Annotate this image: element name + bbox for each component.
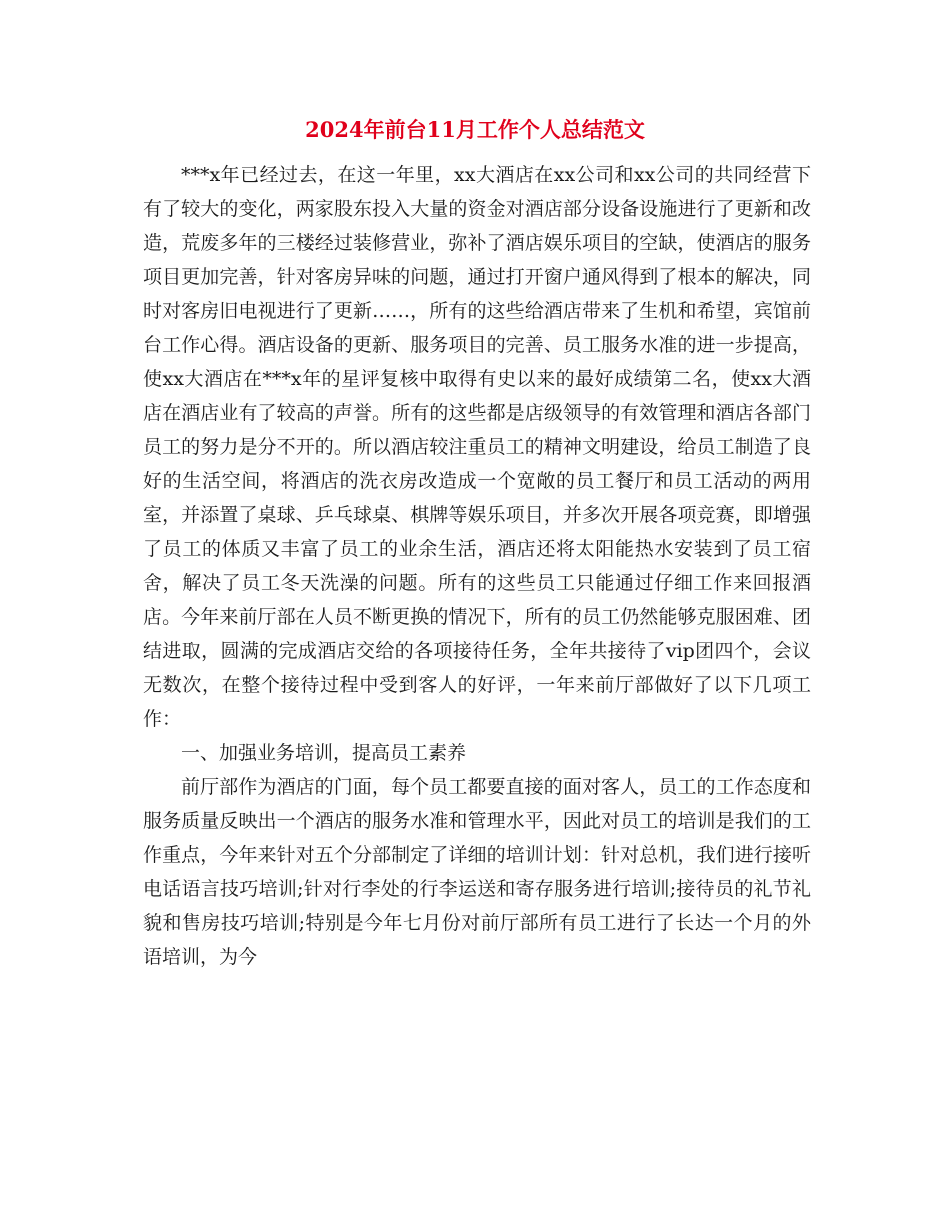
- document-title: 2024年前台11月工作个人总结范文: [305, 117, 645, 142]
- paragraph-intro: ***x年已经过去，在这一年里，xx大酒店在xx公司和xx公司的共同经营下有了较大的变化，两家股东投入大量的资金对酒店部分设备设施进行了更新和改造，荒废多年的三楼经过装修营业，弥补了酒店娱乐项目的空缺，使酒店的服务项目更加完善，针对客房异味的问题，通过打开窗户通风得到了根本的解决，同时对客房旧电视进行了更新……，所有的这些给酒店带来了生机和希望，宾馆前台工作心得。酒店设备的更新、服务项目的完善、员工服务水准的进一步提高，使xx大酒店在***x年的星评复核中取得有史以来的最好成绩第二名，使xx大酒店在酒店业有了较高的声誉。所有的这些都是店级领导的有效管理和酒店各部门员工的努力是分不开的。所以酒店较注重员工的精神文明建设，给员工制造了良好的生活空间，将酒店的洗衣房改造成一个宽敞的员工餐厅和员工活动的两用室，并添置了桌球、乒乓球桌、棋牌等娱乐项目，并多次开展各项竞赛，即增强了员工的体质又丰富了员工的业余生活，酒店还将太阳能热水安装到了员工宿舍，解决了员工冬天洗澡的问题。所有的这些员工只能通过仔细工作来回报酒店。今年来前厅部在人员不断更换的情况下，所有的员工仍然能够克服困难、团结进取，圆满的完成酒店交给的各项接待任务，全年共接待了vip团四个，会议无数次，在整个接待过程中受到客人的好评，一年来前厅部做好了以下几项工作：: [143, 164, 811, 730]
- document-body: [143, 158, 811, 974]
- section-heading-training: 一、加强业务培训，提高员工素养: [181, 742, 467, 764]
- paragraph-training: 前厅部作为酒店的门面，每个员工都要直接的面对客人，员工的工作态度和服务质量反映出一个酒店的服务水准和管理水平，因此对员工的培训是我们的工作重点，今年来针对五个分部制定了详细的培训计划：针对总机，我们进行接听电话语言技巧培训;针对行李处的行李运送和寄存服务进行培训;接待员的礼节礼貌和售房技巧培训;特别是今年七月份对前厅部所有员工进行了长达一个月的外语培训，为今: [143, 776, 811, 968]
